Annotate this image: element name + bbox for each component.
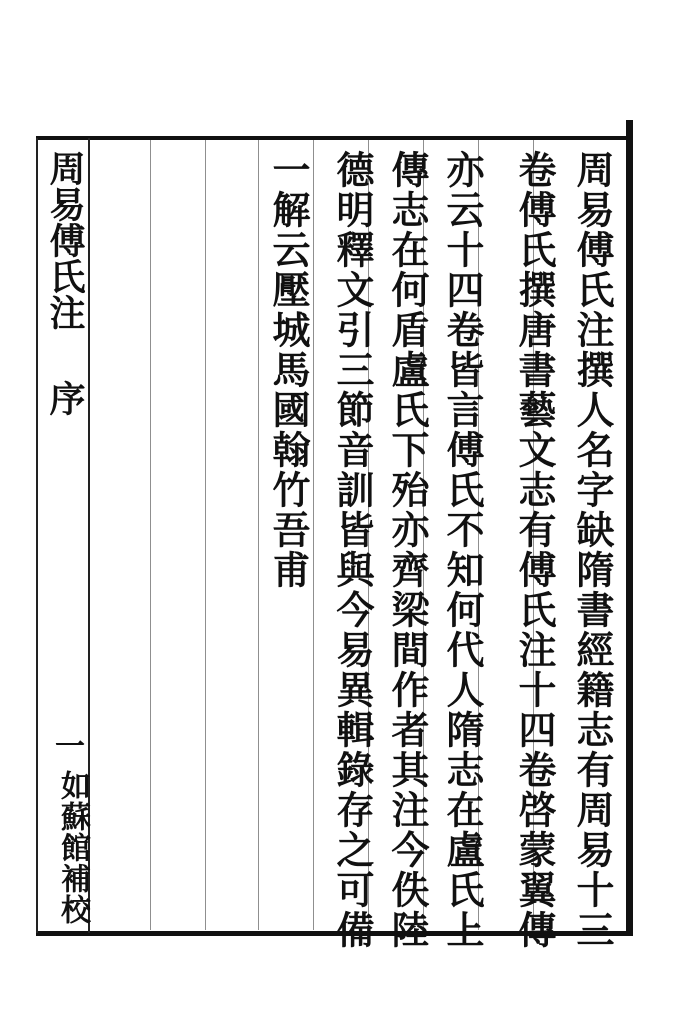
frame-right-border [626,120,633,936]
text-column-1: 周易傅氏注撰人名字缺隋書經籍志有周易十三 [570,150,615,950]
margin-page-number: 一 [49,730,84,760]
text-column-4: 傳志在何盾盧氏下殆亦齊梁間作者其注今佚陸 [385,150,430,950]
press-mark: 如蘇館補校 [55,770,90,925]
text-column-3: 亦云十四卷皆言傅氏不知何代人隋志在盧氏上 [440,150,485,950]
column-rule [258,140,259,930]
margin-title: 周易傅氏注 [44,150,86,330]
frame-top-border [36,136,633,140]
column-rule [150,140,151,930]
column-rule [205,140,206,930]
margin-section: 序 [44,380,86,416]
text-column-2: 卷傅氏撰唐書藝文志有傅氏注十四卷啓蒙翼傳 [512,150,557,950]
text-column-6: 一解云壓城馬國翰竹吾甫 [266,150,311,590]
frame-left-border [36,138,38,933]
text-column-5: 德明釋文引三節音訓皆與今易異輯錄存之可備 [330,150,375,950]
